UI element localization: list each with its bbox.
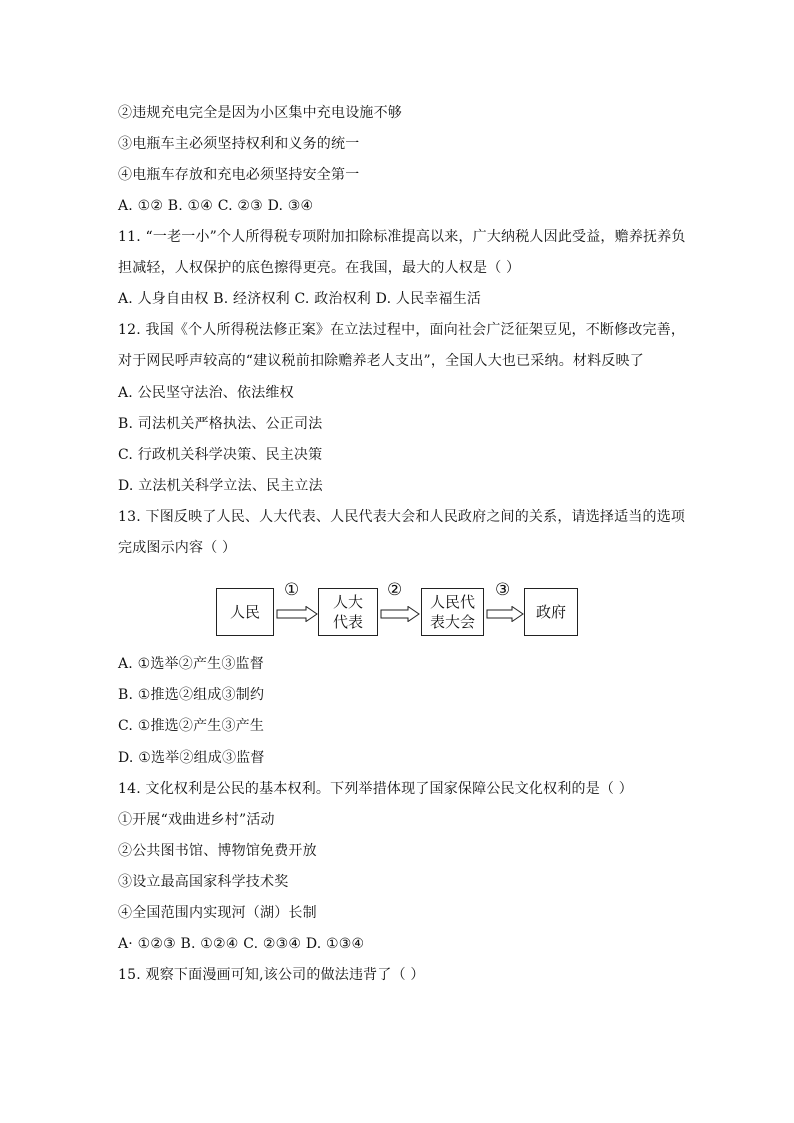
text-line: ③设立最高国家科学技术奖 [118,874,289,890]
text-line: ④全国范围内实现河（湖）长制 [118,905,317,921]
box-label-line: 人大 [332,593,363,611]
text-line: A. 公民坚守法治、依法维权 [118,385,294,401]
box-congress [421,588,484,636]
circled-number: ③ [495,580,511,600]
question-12: 12. 我国《个人所得税法修正案》在立法过程中，面向社会广泛征架豆见，不断修改完善， [118,322,686,338]
text-line: C. ①推选②产生③产生 [118,718,265,734]
box-government [524,588,578,636]
text-line: 完成图示内容（ ） [118,540,237,556]
text-line: D. 立法机关科学立法、民主立法 [118,478,323,494]
box-label: 政府 [535,603,566,621]
box-label [333,592,363,632]
arrow-icon [486,606,524,622]
text-line: A. ①选举②产生③监督 [118,656,264,672]
text-line: D. ①选举②组成③监督 [118,750,265,766]
text-line: 担减轻，人权保护的底色擦得更亮。在我国，最大的人权是（ ） [118,260,521,276]
text-line: ④电瓶车存放和充电必须坚持安全第一 [118,167,360,183]
text-line: A. 人身自由权 B. 经济权利 C. 政治权利 D. 人民幸福生活 [118,291,482,307]
box-deputies [318,588,378,636]
circled-number: ② [387,580,403,600]
text-line: A. ①② B. ①④ C. ②③ D. ③④ [118,198,314,214]
text-line: ②公共图书馆、博物馆免费开放 [118,843,317,859]
circled-number: ① [284,580,300,600]
box-label [430,592,475,632]
question-15: 15. 观察下面漫画可知,该公司的做法违背了（ ） [118,967,425,983]
text-line: 对于网民呼声较高的“建议税前扣除赡养老人支出”，全国人大也已采纳。材料反映了 [118,353,644,369]
question-13: 13. 下图反映了人民、人大代表、人民代表大会和人民政府之间的关系，请选择适当的选项 [118,509,686,525]
question-14: 14. 文化权利是公民的基本权利。下列举措体现了国家保障公民文化权利的是（ ） [118,781,633,797]
text-line: ②违规充电完全是因为小区集中充电设施不够 [118,105,402,121]
box-label-line: 代表 [332,613,363,631]
text-line: ③电瓶车主必须坚持权利和义务的统一 [118,136,360,152]
text-line: A· ①②③ B. ①②④ C. ②③④ D. ①③④ [118,936,365,952]
text-line: ①开展“戏曲进乡村”活动 [118,812,275,828]
box-label-line: 人民代 [429,593,475,611]
text-line: C. 行政机关科学决策、民主决策 [118,447,323,463]
text-line: B. 司法机关严格执法、公正司法 [118,416,323,432]
question-11: 11. “一老一小”个人所得税专项附加扣除标准提高以来，广大纳税人因此受益，赡养抚养负 [118,229,686,245]
box-label-line: 表大会 [429,613,475,631]
relationship-diagram [216,580,578,638]
box-people [216,588,274,636]
box-label: 人民 [229,603,260,621]
arrow-icon [276,606,318,622]
text-line: B. ①推选②组成③制约 [118,687,265,703]
arrow-icon [380,606,420,622]
